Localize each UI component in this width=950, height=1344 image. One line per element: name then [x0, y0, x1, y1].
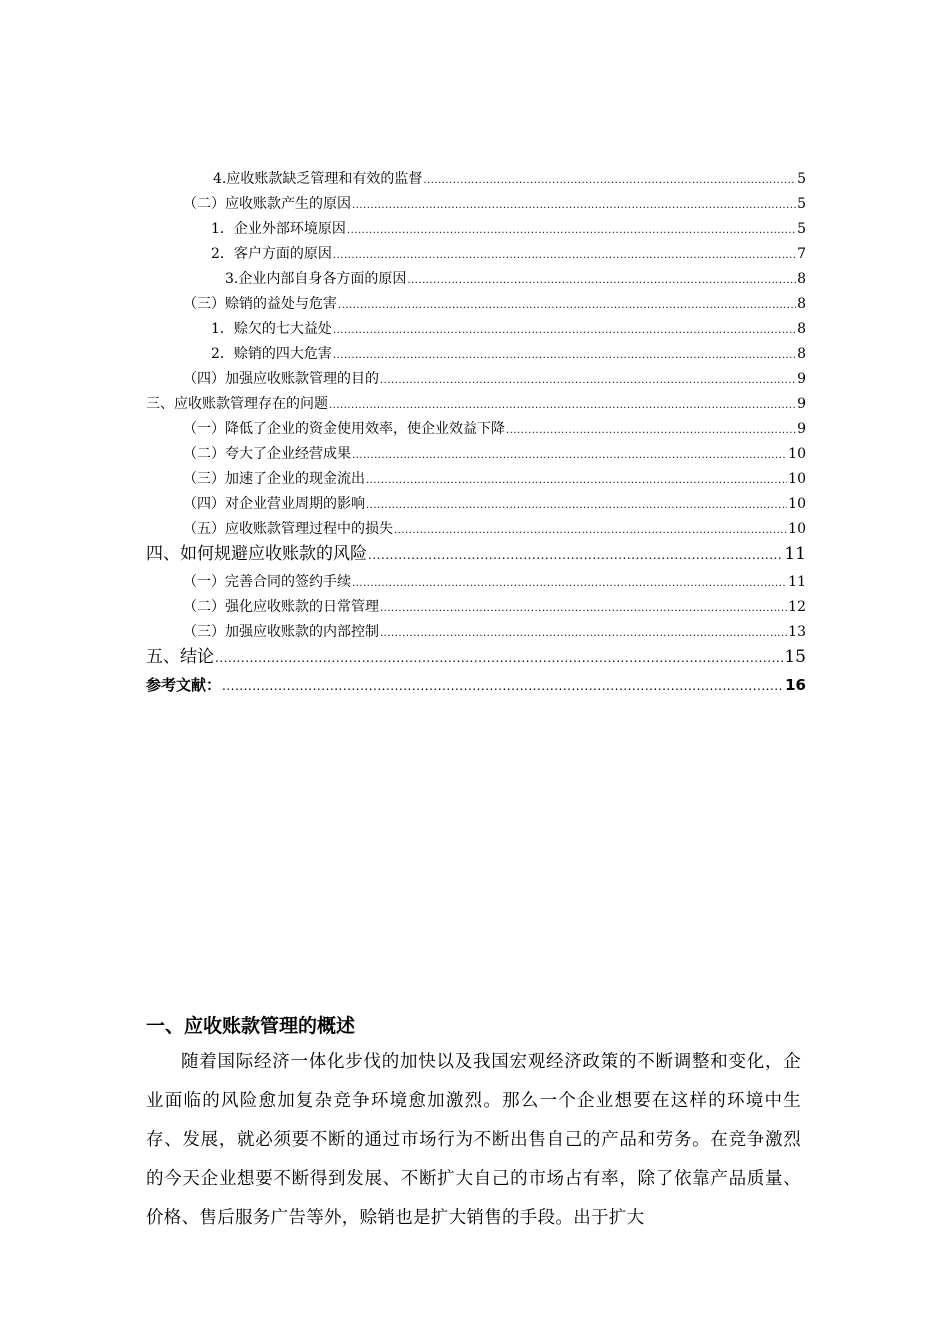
toc-entry-title: （五）应收账款管理过程中的损失 [183, 521, 393, 537]
toc-entry-page: 13 [788, 624, 806, 640]
toc-entry-title: （四）对企业营业周期的影响 [183, 496, 365, 512]
toc-entry-page: 5 [797, 221, 806, 237]
toc-leader [329, 397, 796, 415]
toc-entry [146, 676, 806, 695]
toc-entry-title: 参考文献： [146, 676, 222, 694]
toc-leader [423, 172, 796, 190]
toc-entry [211, 220, 806, 240]
toc-leader [352, 447, 787, 465]
toc-leader [380, 625, 787, 643]
toc-entry-page: 9 [797, 396, 806, 412]
toc-entry-title: （四）加强应收账款管理的目的 [183, 371, 379, 387]
toc-entry [183, 370, 806, 390]
toc-entry [183, 470, 806, 490]
toc-entry-title: 四、如何规避应收账款的风险 [146, 544, 367, 564]
toc-entry [183, 295, 806, 315]
toc-entry-page: 5 [797, 196, 806, 212]
toc-entry-title: （二）夸大了企业经营成果 [183, 446, 351, 462]
toc-entry [225, 270, 806, 290]
toc-entry [183, 598, 806, 618]
toc-entry-page: 10 [788, 446, 806, 462]
toc-leader [352, 197, 796, 215]
toc-leader [366, 472, 787, 490]
toc-entry [211, 320, 806, 340]
toc-entry [213, 170, 806, 190]
toc-entry-title: 2．赊销的四大危害 [211, 346, 332, 362]
toc-entry-title: 五、结论 [146, 647, 214, 667]
toc-leader [380, 372, 796, 390]
toc-entry-title: 1．企业外部环境原因 [211, 221, 346, 237]
toc-entry-title: 三、应收账款管理存在的问题 [146, 396, 328, 412]
toc-entry-page: 15 [784, 647, 806, 667]
toc-entry-title: （三）加速了企业的现金流出 [183, 471, 365, 487]
toc-leader [366, 497, 787, 515]
body-paragraph: 随着国际经济一体化步伐的加快以及我国宏观经济政策的不断调整和变化，企业面临的风险愈加复杂竞争环境愈加激烈。那么一个企业想要在这样的环境中生存、发展，就必须要不断的通过市场行为不断出售自己的产品和劳务。在竞争激烈的今天企业想要不断得到发展、不断扩大自己的市场占有率，除了依靠产品质量、价格、售后服务广告等外，赊销也是扩大销售的手段。出于扩大 [146, 1052, 801, 1228]
toc-entry-page: 11 [784, 544, 806, 564]
toc-leader [338, 297, 796, 315]
toc-entry-page: 10 [788, 471, 806, 487]
toc-entry-title: （二）应收账款产生的原因 [183, 196, 351, 212]
toc-leader [506, 422, 796, 440]
toc-leader [333, 322, 796, 340]
toc-entry [183, 445, 806, 465]
toc-leader [394, 522, 787, 540]
toc-entry-page: 8 [797, 271, 806, 287]
toc-entry-page: 16 [785, 676, 806, 694]
toc-entry [211, 345, 806, 365]
toc-entry-page: 10 [788, 521, 806, 537]
toc-entry [183, 623, 806, 643]
toc-entry-page: 10 [788, 496, 806, 512]
toc-entry-page: 8 [797, 321, 806, 337]
toc-entry-page: 7 [797, 246, 806, 262]
toc-leader [368, 544, 783, 566]
section-heading: 一、应收账款管理的概述 [146, 1015, 356, 1037]
toc-entry-title: （三）赊销的益处与危害 [183, 296, 337, 312]
toc-entry-title: （一）完善合同的签约手续 [183, 574, 351, 590]
toc-entry-title: （二）强化应收账款的日常管理 [183, 599, 379, 615]
toc-entry-title: 3.企业内部自身各方面的原因 [225, 271, 407, 287]
toc-entry [183, 520, 806, 540]
toc-leader [222, 677, 784, 695]
toc-entry [183, 495, 806, 515]
toc-entry-title: 2．客户方面的原因 [211, 246, 332, 262]
toc-leader [215, 647, 783, 669]
toc-entry-title: 4.应收账款缺乏管理和有效的监督 [213, 171, 423, 187]
toc-entry [183, 195, 806, 215]
toc-leader [333, 247, 796, 265]
toc-entry-page: 9 [797, 371, 806, 387]
toc-entry [211, 245, 806, 265]
toc-entry-title: （三）加强应收账款的内部控制 [183, 624, 379, 640]
toc-entry-page: 8 [797, 346, 806, 362]
toc-leader [347, 222, 796, 240]
toc-leader [380, 600, 787, 618]
toc-entry-page: 5 [797, 171, 806, 187]
toc-leader [333, 347, 796, 365]
toc-leader [407, 272, 796, 290]
toc-entry-title: 1．赊欠的七大益处 [211, 321, 332, 337]
toc-entry [146, 646, 806, 669]
toc-leader [352, 575, 787, 593]
toc-entry-page: 11 [788, 574, 806, 590]
toc-entry [183, 573, 806, 593]
toc-entry [146, 543, 806, 566]
toc-entry [183, 420, 806, 440]
toc-entry-title: （一）降低了企业的资金使用效率，使企业效益下降 [183, 421, 505, 437]
toc-entry-page: 9 [797, 421, 806, 437]
toc-entry-page: 12 [788, 599, 806, 615]
toc-entry [146, 395, 806, 415]
toc-entry-page: 8 [797, 296, 806, 312]
